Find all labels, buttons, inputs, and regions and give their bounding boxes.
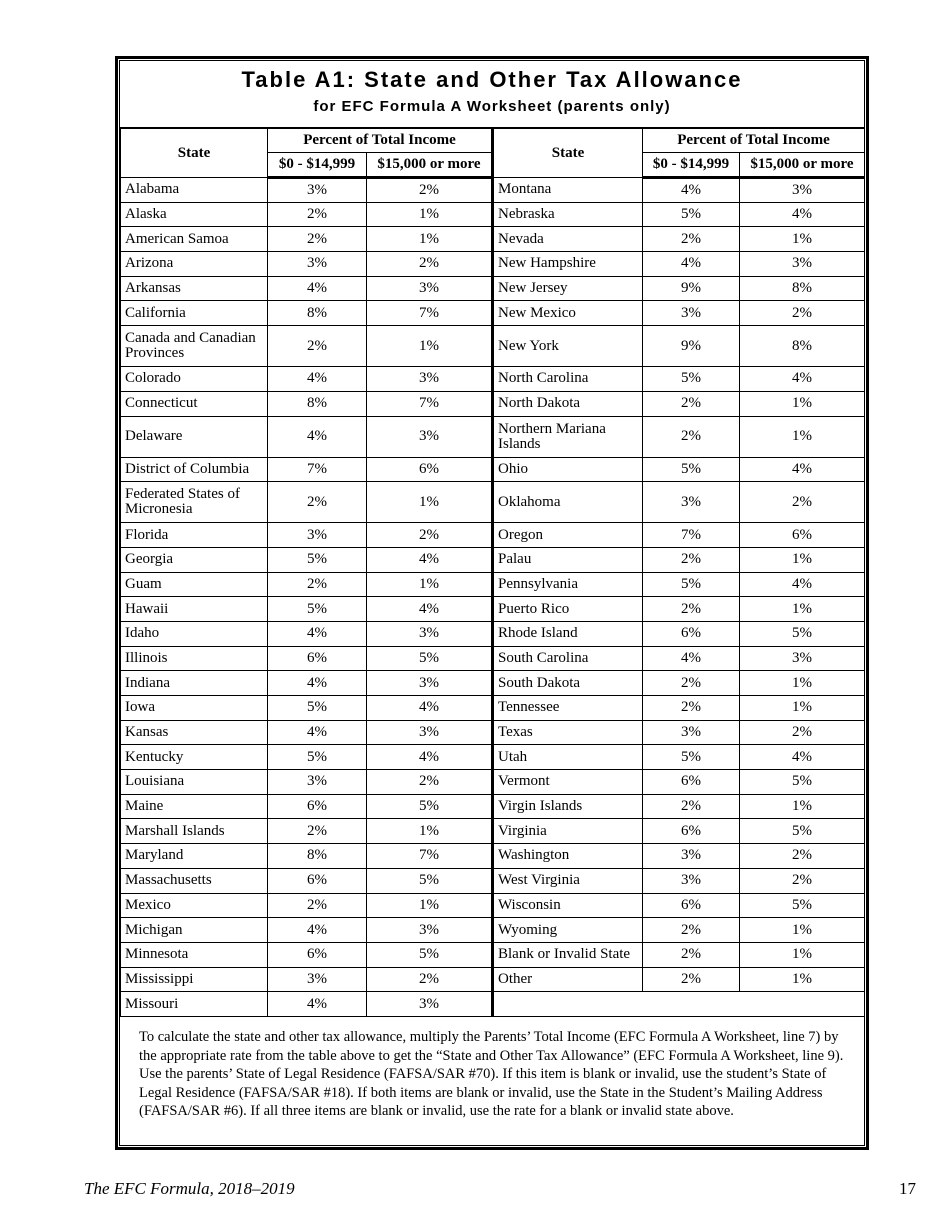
high-income-rate-cell: 3% <box>367 416 493 457</box>
state-cell: Ohio <box>493 457 643 482</box>
state-cell: Montana <box>493 178 643 203</box>
high-income-rate-cell: 1% <box>367 202 493 227</box>
header-high-right: $15,000 or more <box>740 153 865 178</box>
high-income-rate-cell: 1% <box>740 416 865 457</box>
low-income-rate-cell: 2% <box>643 416 740 457</box>
low-income-rate-cell: 4% <box>268 367 367 392</box>
table-row <box>121 523 865 548</box>
high-income-rate-cell: 5% <box>740 893 865 918</box>
high-income-rate-cell: 5% <box>367 868 493 893</box>
low-income-rate-cell: 3% <box>268 770 367 795</box>
high-income-rate-cell: 8% <box>740 326 865 367</box>
low-income-rate-cell: 9% <box>643 276 740 301</box>
high-income-rate-cell: 3% <box>740 178 865 203</box>
low-income-rate-cell: 5% <box>268 696 367 721</box>
table-row <box>121 391 865 416</box>
table-row <box>121 819 865 844</box>
low-income-rate-cell: 6% <box>643 621 740 646</box>
high-income-rate-cell: 1% <box>740 671 865 696</box>
state-cell: Idaho <box>121 621 268 646</box>
table-row <box>121 276 865 301</box>
high-income-rate-cell: 1% <box>740 227 865 252</box>
low-income-rate-cell: 2% <box>268 819 367 844</box>
high-income-rate-cell: 1% <box>740 794 865 819</box>
high-income-rate-cell: 5% <box>367 942 493 967</box>
high-income-rate-cell: 1% <box>740 967 865 992</box>
high-income-rate-cell: 1% <box>740 391 865 416</box>
high-income-rate-cell: 2% <box>367 967 493 992</box>
low-income-rate-cell: 2% <box>268 482 367 523</box>
state-cell: North Carolina <box>493 367 643 392</box>
high-income-rate-cell: 3% <box>367 276 493 301</box>
high-income-rate-cell: 7% <box>367 301 493 326</box>
high-income-rate-cell: 4% <box>367 696 493 721</box>
state-cell: Arkansas <box>121 276 268 301</box>
high-income-rate-cell: 3% <box>367 918 493 943</box>
low-income-rate-cell: 5% <box>268 745 367 770</box>
high-income-rate-cell: 8% <box>740 276 865 301</box>
low-income-rate-cell: 6% <box>643 819 740 844</box>
low-income-rate-cell: 6% <box>268 942 367 967</box>
high-income-rate-cell: 1% <box>740 918 865 943</box>
page-number: 17 <box>899 1179 916 1198</box>
state-cell: Michigan <box>121 918 268 943</box>
state-cell: Vermont <box>493 770 643 795</box>
high-income-rate-cell: 4% <box>740 202 865 227</box>
state-cell: Hawaii <box>121 597 268 622</box>
low-income-rate-cell: 9% <box>643 326 740 367</box>
state-cell: Alaska <box>121 202 268 227</box>
state-cell: Rhode Island <box>493 621 643 646</box>
low-income-rate-cell: 6% <box>643 893 740 918</box>
state-cell: New Jersey <box>493 276 643 301</box>
table-row <box>121 671 865 696</box>
state-cell: North Dakota <box>493 391 643 416</box>
high-income-rate-cell: 1% <box>367 572 493 597</box>
low-income-rate-cell: 6% <box>268 794 367 819</box>
low-income-rate-cell: 2% <box>643 597 740 622</box>
low-income-rate-cell: 6% <box>643 770 740 795</box>
high-income-rate-cell: 2% <box>367 252 493 277</box>
table-title: Table A1: State and Other Tax Allowance <box>241 67 743 92</box>
high-income-rate-cell: 3% <box>367 992 493 1017</box>
low-income-rate-cell: 5% <box>643 745 740 770</box>
footer-document-title: The EFC Formula, 2018–2019 <box>84 1179 295 1198</box>
low-income-rate-cell: 4% <box>643 178 740 203</box>
high-income-rate-cell: 1% <box>367 482 493 523</box>
table-row <box>121 367 865 392</box>
low-income-rate-cell: 4% <box>643 646 740 671</box>
table-row <box>121 416 865 457</box>
low-income-rate-cell: 3% <box>268 523 367 548</box>
state-cell: West Virginia <box>493 868 643 893</box>
state-cell: Indiana <box>121 671 268 696</box>
low-income-rate-cell: 2% <box>643 671 740 696</box>
table-row <box>121 621 865 646</box>
state-cell: Nevada <box>493 227 643 252</box>
low-income-rate-cell: 4% <box>268 992 367 1017</box>
low-income-rate-cell: 4% <box>643 252 740 277</box>
state-cell: Marshall Islands <box>121 819 268 844</box>
state-cell: Massachusetts <box>121 868 268 893</box>
table-heading <box>120 61 864 127</box>
state-cell: Oklahoma <box>493 482 643 523</box>
header-percent-right: Percent of Total Income <box>643 128 865 153</box>
state-cell: Iowa <box>121 696 268 721</box>
state-cell: Maryland <box>121 844 268 869</box>
state-cell: California <box>121 301 268 326</box>
state-cell: Guam <box>121 572 268 597</box>
state-cell: New York <box>493 326 643 367</box>
high-income-rate-cell: 2% <box>740 844 865 869</box>
state-cell: Mississippi <box>121 967 268 992</box>
table-row <box>121 794 865 819</box>
table-row <box>121 178 865 203</box>
state-cell: Palau <box>493 547 643 572</box>
table-row <box>121 893 865 918</box>
low-income-rate-cell: 8% <box>268 844 367 869</box>
state-cell: Virginia <box>493 819 643 844</box>
table-row <box>121 720 865 745</box>
low-income-rate-cell: 3% <box>643 482 740 523</box>
low-income-rate-cell: 2% <box>268 572 367 597</box>
table-row <box>121 227 865 252</box>
state-cell: Northern Mariana Islands <box>493 416 643 457</box>
high-income-rate-cell: 2% <box>740 301 865 326</box>
state-cell: Missouri <box>121 992 268 1017</box>
tax-allowance-table <box>120 127 865 1017</box>
low-income-rate-cell: 3% <box>643 720 740 745</box>
state-cell: Connecticut <box>121 391 268 416</box>
high-income-rate-cell: 4% <box>367 745 493 770</box>
low-income-rate-cell: 2% <box>268 326 367 367</box>
high-income-rate-cell: 5% <box>740 770 865 795</box>
high-income-rate-cell: 3% <box>367 621 493 646</box>
state-cell: New Mexico <box>493 301 643 326</box>
table-subtitle: for EFC Formula A Worksheet (parents only) <box>313 98 671 115</box>
low-income-rate-cell: 6% <box>268 868 367 893</box>
state-cell: Virgin Islands <box>493 794 643 819</box>
state-cell: Louisiana <box>121 770 268 795</box>
high-income-rate-cell: 1% <box>367 893 493 918</box>
low-income-rate-cell: 2% <box>643 942 740 967</box>
state-cell: Minnesota <box>121 942 268 967</box>
calculation-note: To calculate the state and other tax allowance, multiply the Parents’ Total Income (EFC Formula A Worksheet, line 7) by the appropriate rate from the table above to get the “State and Other Tax Allowance” (EFC Formula A Worksheet, line 9). Use the parents’ State of Legal Residence (FAFSA/SAR #70). If this item is blank or invalid, use the student’s State of Legal Residence (FAFSA/SAR #18). If both items are blank or invalid, use the State in the Student’s Mailing Address (FAFSA/SAR #6). If all three items are blank or invalid, use the rate for a blank or invalid state above. <box>139 1029 844 1119</box>
low-income-rate-cell: 3% <box>643 301 740 326</box>
low-income-rate-cell: 2% <box>643 794 740 819</box>
table-row <box>121 326 865 367</box>
high-income-rate-cell: 3% <box>367 367 493 392</box>
state-cell: Other <box>493 967 643 992</box>
low-income-rate-cell: 5% <box>268 597 367 622</box>
table-row <box>121 942 865 967</box>
high-income-rate-cell: 3% <box>740 252 865 277</box>
high-income-rate-cell: 1% <box>740 696 865 721</box>
state-cell: Georgia <box>121 547 268 572</box>
low-income-rate-cell: 4% <box>268 621 367 646</box>
low-income-rate-cell: 2% <box>643 227 740 252</box>
table-row <box>121 844 865 869</box>
low-income-rate-cell: 2% <box>643 391 740 416</box>
high-income-rate-cell: 2% <box>740 720 865 745</box>
high-income-rate-cell: 7% <box>367 844 493 869</box>
high-income-rate-cell: 1% <box>740 547 865 572</box>
high-income-rate-cell: 1% <box>367 227 493 252</box>
low-income-rate-cell: 8% <box>268 391 367 416</box>
state-cell: Colorado <box>121 367 268 392</box>
high-income-rate-cell: 6% <box>367 457 493 482</box>
state-cell: Wyoming <box>493 918 643 943</box>
state-cell: Wisconsin <box>493 893 643 918</box>
state-cell: Alabama <box>121 178 268 203</box>
state-cell: Pennsylvania <box>493 572 643 597</box>
high-income-rate-cell: 1% <box>367 326 493 367</box>
high-income-rate-cell: 5% <box>367 794 493 819</box>
header-low-right: $0 - $14,999 <box>643 153 740 178</box>
high-income-rate-cell: 2% <box>367 770 493 795</box>
state-cell: Maine <box>121 794 268 819</box>
high-income-rate-cell: 1% <box>740 942 865 967</box>
header-state-left: State <box>121 128 268 178</box>
header-state-right: State <box>493 128 643 178</box>
low-income-rate-cell: 3% <box>643 844 740 869</box>
state-cell: District of Columbia <box>121 457 268 482</box>
low-income-rate-cell: 3% <box>268 252 367 277</box>
table-row <box>121 301 865 326</box>
state-cell: Kentucky <box>121 745 268 770</box>
low-income-rate-cell: 3% <box>643 868 740 893</box>
state-cell: Mexico <box>121 893 268 918</box>
state-cell: Texas <box>493 720 643 745</box>
table-row <box>121 202 865 227</box>
high-income-rate-cell: 1% <box>740 597 865 622</box>
state-cell: Nebraska <box>493 202 643 227</box>
state-cell: South Carolina <box>493 646 643 671</box>
high-income-rate-cell: 6% <box>740 523 865 548</box>
high-income-rate-cell: 2% <box>740 868 865 893</box>
state-cell: Canada and Canadian Provinces <box>121 326 268 367</box>
high-income-rate-cell: 5% <box>740 621 865 646</box>
low-income-rate-cell: 5% <box>643 572 740 597</box>
state-cell: Kansas <box>121 720 268 745</box>
high-income-rate-cell: 7% <box>367 391 493 416</box>
low-income-rate-cell: 5% <box>643 457 740 482</box>
state-cell: Oregon <box>493 523 643 548</box>
state-cell: Illinois <box>121 646 268 671</box>
high-income-rate-cell: 3% <box>740 646 865 671</box>
low-income-rate-cell: 4% <box>268 416 367 457</box>
table-row <box>121 252 865 277</box>
high-income-rate-cell: 1% <box>367 819 493 844</box>
high-income-rate-cell: 2% <box>740 482 865 523</box>
low-income-rate-cell: 4% <box>268 720 367 745</box>
low-income-rate-cell: 4% <box>268 276 367 301</box>
state-cell: American Samoa <box>121 227 268 252</box>
low-income-rate-cell: 3% <box>268 967 367 992</box>
low-income-rate-cell: 2% <box>268 202 367 227</box>
low-income-rate-cell: 5% <box>268 547 367 572</box>
state-cell: South Dakota <box>493 671 643 696</box>
state-cell: Washington <box>493 844 643 869</box>
low-income-rate-cell: 2% <box>643 967 740 992</box>
state-cell: Puerto Rico <box>493 597 643 622</box>
high-income-rate-cell: 4% <box>740 367 865 392</box>
table-row <box>121 967 865 992</box>
state-cell: New Hampshire <box>493 252 643 277</box>
high-income-rate-cell: 2% <box>367 178 493 203</box>
header-high-left: $15,000 or more <box>367 153 493 178</box>
high-income-rate-cell: 5% <box>740 819 865 844</box>
low-income-rate-cell: 2% <box>643 547 740 572</box>
table-row <box>121 547 865 572</box>
header-percent-left: Percent of Total Income <box>268 128 493 153</box>
state-cell: Delaware <box>121 416 268 457</box>
low-income-rate-cell: 5% <box>643 367 740 392</box>
state-cell: Florida <box>121 523 268 548</box>
low-income-rate-cell: 2% <box>643 918 740 943</box>
table-row <box>121 646 865 671</box>
high-income-rate-cell: 3% <box>367 671 493 696</box>
table-row <box>121 457 865 482</box>
table-row <box>121 918 865 943</box>
high-income-rate-cell: 4% <box>367 597 493 622</box>
table-row <box>121 597 865 622</box>
high-income-rate-cell: 4% <box>740 745 865 770</box>
low-income-rate-cell: 4% <box>268 918 367 943</box>
low-income-rate-cell: 2% <box>268 227 367 252</box>
high-income-rate-cell: 3% <box>367 720 493 745</box>
low-income-rate-cell: 3% <box>268 178 367 203</box>
low-income-rate-cell: 5% <box>643 202 740 227</box>
table-row <box>121 770 865 795</box>
low-income-rate-cell: 6% <box>268 646 367 671</box>
high-income-rate-cell: 5% <box>367 646 493 671</box>
table-row <box>121 482 865 523</box>
low-income-rate-cell: 2% <box>643 696 740 721</box>
table-row <box>121 572 865 597</box>
table-row <box>121 992 865 1017</box>
table-row <box>121 696 865 721</box>
state-cell: Arizona <box>121 252 268 277</box>
state-cell: Blank or Invalid State <box>493 942 643 967</box>
low-income-rate-cell: 2% <box>268 893 367 918</box>
low-income-rate-cell: 8% <box>268 301 367 326</box>
high-income-rate-cell: 2% <box>367 523 493 548</box>
high-income-rate-cell: 4% <box>740 572 865 597</box>
state-cell: Utah <box>493 745 643 770</box>
table-row <box>121 868 865 893</box>
empty-cell <box>493 992 865 1017</box>
table-row <box>121 745 865 770</box>
state-cell: Federated States of Micronesia <box>121 482 268 523</box>
low-income-rate-cell: 7% <box>268 457 367 482</box>
low-income-rate-cell: 4% <box>268 671 367 696</box>
high-income-rate-cell: 4% <box>367 547 493 572</box>
low-income-rate-cell: 7% <box>643 523 740 548</box>
header-low-left: $0 - $14,999 <box>268 153 367 178</box>
high-income-rate-cell: 4% <box>740 457 865 482</box>
state-cell: Tennessee <box>493 696 643 721</box>
